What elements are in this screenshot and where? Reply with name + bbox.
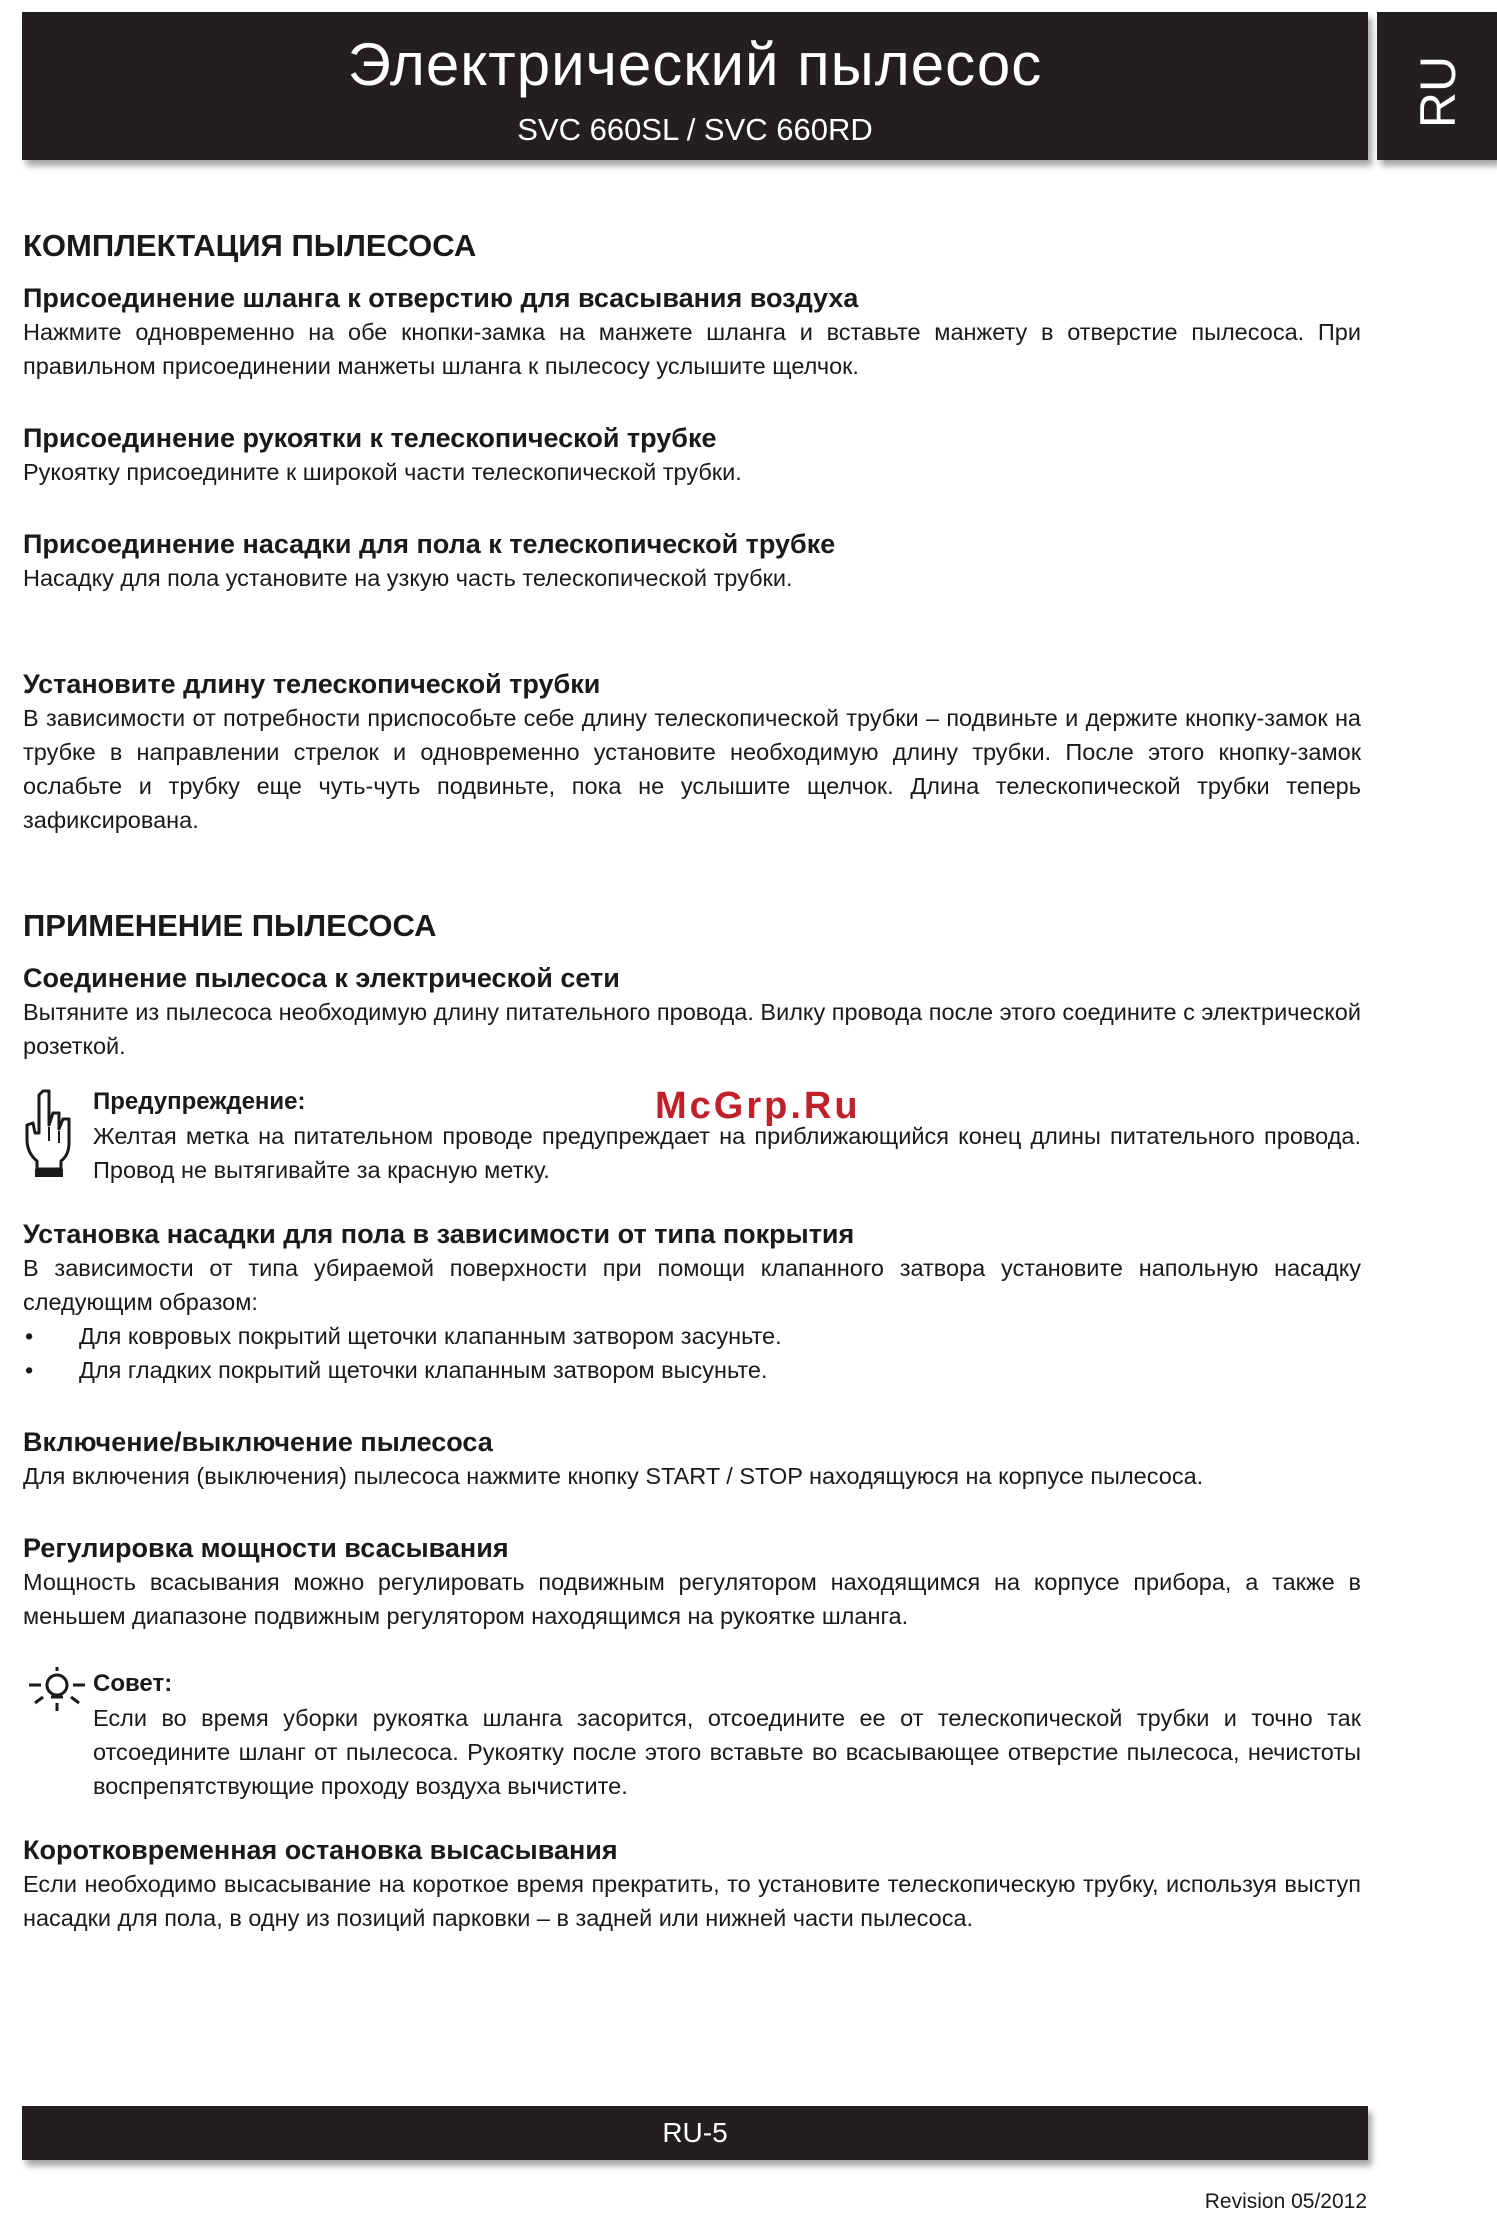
list-item: • Для гладких покрытий щеточки клапанным затвором высуньте.: [23, 1353, 1361, 1387]
length-title: Установите длину телескопической трубки: [23, 669, 601, 699]
warning-text: Желтая метка на питательном проводе предупреждает на приближающийся конец длины питательного провода. Провод не вытягивайте за красную метку.: [93, 1123, 1361, 1183]
suction-text: Мощность всасывания можно регулировать подвижным регулятором находящимся на корпусе прибора, а также в меньшем диапазоне подвижным регулятором находящимся на рукоятке шланга.: [23, 1569, 1361, 1629]
footer-bar: [22, 2106, 1368, 2160]
hose-title: Присоединение шланга к отверстию для всасывания воздуха: [23, 283, 859, 313]
length-text: В зависимости от потребности приспособьте себе длину телескопической трубки – подвиньте и держите кнопку-замок на трубке в направлении стрелок и одновременно установите необходимую длину трубки. После этого кнопку-замок ослабьте и трубку еще чуть-чуть подвиньте, пока не услышите щелчок. Длина телескопической трубки теперь зафиксирована.: [23, 705, 1361, 833]
header-bar: [22, 12, 1368, 160]
tip-note: [23, 1667, 1361, 1803]
suction-block: [23, 1531, 1361, 1633]
power-text: Вытяните из пылесоса необходимую длину питательного провода. Вилку провода после этого соедините с электрической розеткой.: [23, 999, 1361, 1059]
handle-title: Присоединение рукоятки к телескопической трубке: [23, 423, 717, 453]
handle-block: [23, 421, 1361, 489]
section-title-assembly: КОМПЛЕКТАЦИЯ ПЫЛЕСОСА: [23, 228, 477, 263]
pause-text: Если необходимо высасывание на короткое время прекратить, то установите телескопическую трубку, используя выступ насадки для пола, в одну из позиций парковки – в задней или нижней части пылесоса.: [23, 1871, 1361, 1931]
page-number: RU-5: [662, 2117, 728, 2148]
tip-label: Совет:: [93, 1670, 173, 1697]
language-tab: [1377, 12, 1497, 160]
list-item: • Для ковровых покрытий щеточки клапанным затвором засуньте.: [23, 1319, 1361, 1353]
watermark: McGrp.Ru: [655, 1085, 861, 1127]
page-title: Электрический пылесос: [347, 31, 1043, 98]
floor-title: Установка насадки для пола в зависимости от типа покрытия: [23, 1219, 855, 1249]
power-title: Соединение пылесоса к электрической сети: [23, 963, 620, 993]
pointing-hand-icon: [23, 1085, 75, 1186]
nozzle-block: [23, 527, 1361, 595]
onoff-text: Для включения (выключения) пылесоса нажмите кнопку START / STOP находящуюся на корпусе пылесоса.: [23, 1463, 1204, 1489]
onoff-title: Включение/выключение пылесоса: [23, 1427, 493, 1457]
onoff-block: [23, 1425, 1361, 1493]
floor-text: В зависимости от типа убираемой поверхности при помощи клапанного затвора установите напольную насадку следующим образом:: [23, 1255, 1361, 1315]
pause-title: Коротковременная остановка высасывания: [23, 1835, 618, 1865]
main-content: [23, 225, 1361, 1935]
suction-title: Регулировка мощности всасывания: [23, 1533, 509, 1563]
handle-text: Рукоятку присоедините к широкой части телескопической трубки.: [23, 459, 742, 485]
revision-label: Revision 05/2012: [1204, 2190, 1367, 2213]
length-block: [23, 667, 1361, 837]
warning-label: Предупреждение:: [93, 1088, 306, 1115]
section-title-usage: ПРИМЕНЕНИЕ ПЫЛЕСОСА: [23, 908, 437, 943]
floor-bullets: [23, 1319, 1361, 1387]
hose-text: Нажмите одновременно на обе кнопки-замка на манжете шланга и вставьте манжету в отверстие пылесоса. При правильном присоединении манжеты шланга к пылесосу услышите щелчок.: [23, 319, 1361, 379]
nozzle-text: Насадку для пола установите на узкую часть телескопической трубки.: [23, 565, 793, 591]
floor-block: [23, 1217, 1361, 1387]
model-subtitle: SVC 660SL / SVC 660RD: [517, 112, 873, 147]
language-label: RU: [1410, 55, 1466, 129]
lightbulb-icon: [23, 1667, 93, 1722]
tip-text: Если во время уборки рукоятка шланга засорится, отсоедините ее от телескопической трубки и точно так отсоедините шланг от пылесоса. Рукоятку после этого вставьте во всасывающее отверстие пылесоса, нечистоты воспрепятствующие проходу воздуха вычистите.: [93, 1705, 1361, 1799]
hose-block: [23, 281, 1361, 383]
power-block: [23, 961, 1361, 1063]
pause-block: [23, 1833, 1361, 1935]
nozzle-title: Присоединение насадки для пола к телескопической трубке: [23, 529, 836, 559]
